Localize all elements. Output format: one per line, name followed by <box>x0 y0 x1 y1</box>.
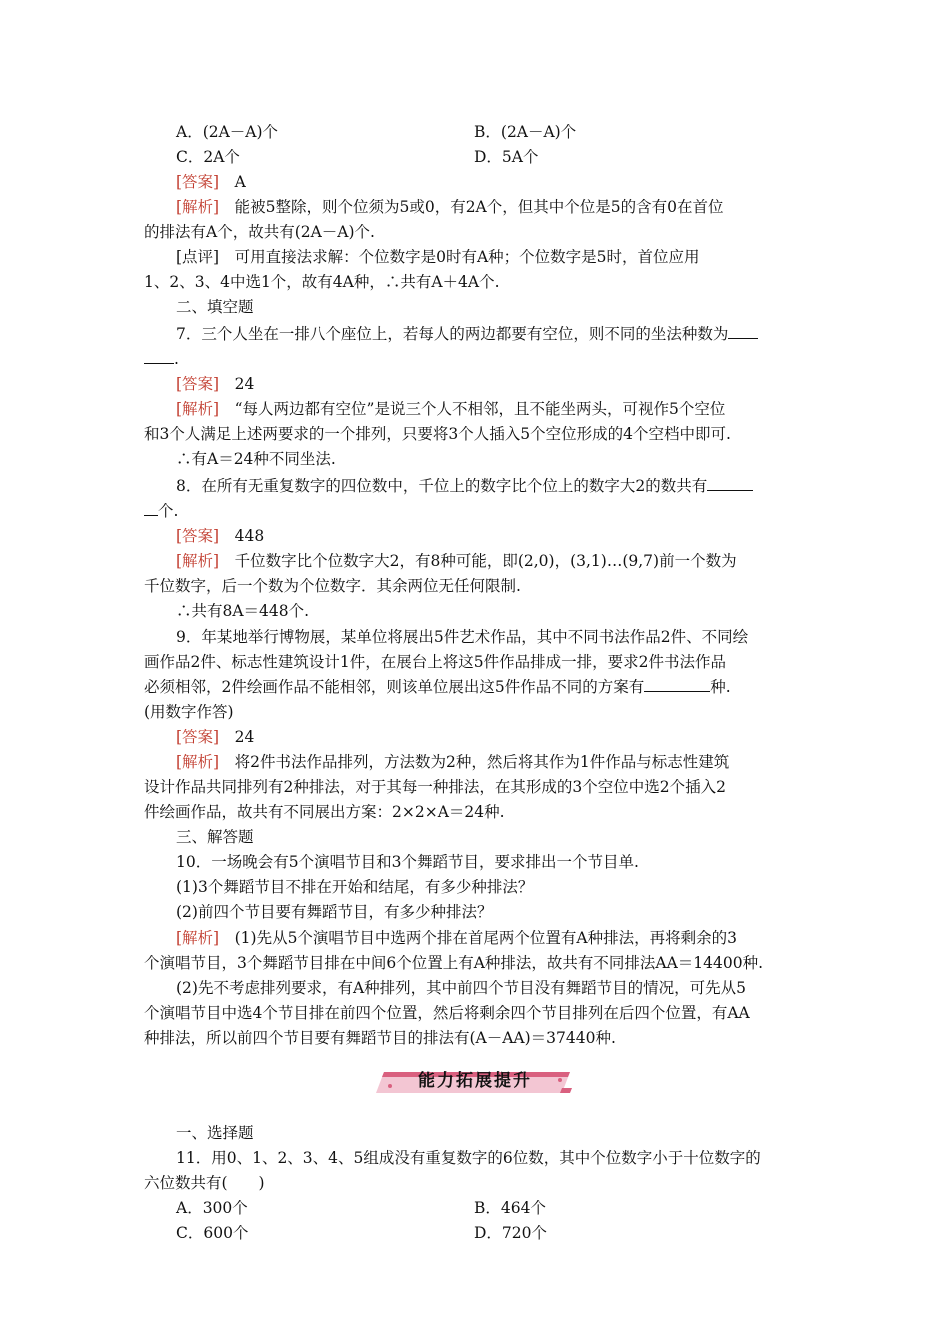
banner-title: 能力拓展提升 <box>418 1071 532 1091</box>
q9-stem-text: 必须相邻，2件绘画作品不能相邻，则该单位展出这5件作品不同的方案有 <box>144 678 645 696</box>
q7-analysis-line2: 和3个人满足上述两要求的一个排列，只要将3个人插入5个空位形成的4个空档中即可. <box>144 425 731 443</box>
q6-answer <box>176 170 842 195</box>
q7-analysis-line1 <box>176 397 842 422</box>
analysis-text: “每人两边都有空位”是说三个人不相邻，且不能坐两头，可视作5个空位 <box>219 400 726 418</box>
answer-tag: [答案] <box>176 728 220 746</box>
q9-blank <box>644 676 710 692</box>
answer-tag: [答案] <box>176 375 220 393</box>
analysis-text: (1)先从5个演唱节目中选两个排在首尾两个位置有A种排法，再将剩余的3 <box>219 929 737 947</box>
q7-stem-text: 7．三个人坐在一排八个座位上，若每人的两边都要有空位，则不同的坐法种数为 <box>176 325 729 343</box>
q11-option-b: B．464个 <box>474 1199 546 1217</box>
q6-comment-line1: [点评] 可用直接法求解：个位数字是0时有A种；个位数字是5时，首位应用 <box>176 248 700 266</box>
analysis-tag: [解析] <box>176 400 220 418</box>
q7-stem-line2 <box>144 347 810 372</box>
q10-analysis-line2: 个演唱节目，3个舞蹈节目排在中间6个位置上有A种排法，故共有不同排法AA＝14400种. <box>144 954 764 972</box>
q9-stem-line2: 画作品2件、标志性建筑设计1件，在展台上将这5件作品排成一排，要求2件书法作品 <box>144 653 726 671</box>
q10-stem: 10．一场晚会有5个演唱节目和3个舞蹈节目，要求排出一个节目单. <box>176 853 639 871</box>
section-fill-in: 二、填空题 <box>176 298 254 316</box>
q7-stem-end: . <box>174 350 179 368</box>
q10-analysis-line1 <box>176 926 842 951</box>
q6-option-c: C．2A个 <box>176 148 240 166</box>
q8-stem-line1 <box>176 474 842 499</box>
q10-analysis-line4: 个演唱节目中选4个节目排在前四个位置，然后将剩余四个节目排列在后四个位置，有AA <box>144 1004 750 1022</box>
q6-option-b: B．(2A－A)个 <box>474 123 577 141</box>
q11-option-a: A．300个 <box>176 1199 248 1217</box>
q11-options-row1 <box>176 1196 842 1221</box>
q6-comment-line2: 1、2、3、4中选1个，故有4A种，∴共有A＋4A个. <box>144 273 500 291</box>
q11-options-row2 <box>176 1221 842 1246</box>
answer-value: 448 <box>219 527 265 545</box>
q10-part2: (2)前四个节目要有舞蹈节目，有多少种排法？ <box>176 903 493 921</box>
analysis-text: 能被5整除，则个位须为5或0，有2A个，但其中个位是5的含有0在首位 <box>219 198 724 216</box>
q7-blank-cont <box>144 348 174 364</box>
q10-analysis-line5: 种排法，所以前四个节目要有舞蹈节目的排法有(A－AA)＝37440种. <box>144 1029 616 1047</box>
analysis-tag: [解析] <box>176 929 220 947</box>
q7-answer <box>176 372 842 397</box>
q9-stem-line1: 9．年某地举行博物展，某单位将展出5件艺术作品，其中不同书法作品2件、不同绘 <box>176 628 749 646</box>
q6-options-row2 <box>176 145 842 170</box>
q8-blank-cont <box>144 500 158 516</box>
q8-stem-end: 个. <box>158 502 179 520</box>
analysis-text: 千位数字比个位数字大2，有8种可能，即(2,0)，(3,1)…(9,7)前一个数为 <box>219 552 737 570</box>
q8-analysis-line2: 千位数字，后一个数为个位数字．其余两位无任何限制. <box>144 577 521 595</box>
analysis-tag: [解析] <box>176 552 220 570</box>
q9-analysis-line2: 设计作品共同排列有2种排法，对于其每一种排法，在其形成的3个空位中选2个插入2 <box>144 778 726 796</box>
q10-analysis-line3: (2)先不考虑排列要求，有A种排列，其中前四个节目没有舞蹈节目的情况，可先从5 <box>176 979 747 997</box>
q8-analysis-line1 <box>176 549 842 574</box>
q7-blank <box>728 323 758 339</box>
q6-analysis-line1 <box>176 195 842 220</box>
q6-option-d: D．5A个 <box>474 148 539 166</box>
q11-stem-line2: 六位数共有( ) <box>144 1174 265 1192</box>
answer-tag: [答案] <box>176 173 220 191</box>
q7-analysis-line3: ∴有A＝24种不同坐法. <box>176 450 336 468</box>
q9-stem-end: 种. <box>710 678 731 696</box>
q9-stem-line4: (用数字作答) <box>144 703 234 721</box>
q11-option-c: C．600个 <box>176 1224 249 1242</box>
analysis-tag: [解析] <box>176 198 220 216</box>
answer-value: 24 <box>219 375 255 393</box>
section-answer-questions: 三、解答题 <box>176 828 254 846</box>
q10-part1: (1)3个舞蹈节目不排在开始和结尾，有多少种排法？ <box>176 878 534 896</box>
q8-stem-text: 8．在所有无重复数字的四位数中，千位上的数字比个位上的数字大2的数共有 <box>176 477 708 495</box>
q6-analysis-line2: 的排法有A个，故共有(2A－A)个. <box>144 223 375 241</box>
q11-option-d: D．720个 <box>474 1224 548 1242</box>
q11-stem-line1: 11．用0、1、2、3、4、5组成没有重复数字的6位数，其中个位数字小于十位数字的 <box>176 1149 761 1167</box>
q8-answer <box>176 524 842 549</box>
q6-options-row1 <box>176 120 842 145</box>
q7-stem-line1 <box>176 322 842 347</box>
q8-analysis-line3: ∴共有8A＝448个. <box>176 602 310 620</box>
q9-analysis-line1 <box>176 750 842 775</box>
answer-tag: [答案] <box>176 527 220 545</box>
analysis-text: 将2件书法作品排列，方法数为2种，然后将其作为1件作品与标志性建筑 <box>219 753 730 771</box>
ability-extension-banner <box>374 1066 576 1096</box>
q9-stem-line3 <box>144 675 810 700</box>
q9-analysis-line3: 件绘画作品，故共有不同展出方案：2×2×A＝24种. <box>144 803 505 821</box>
answer-value: A <box>219 173 246 191</box>
q8-blank <box>707 475 753 491</box>
q6-option-a: A．(2A－A)个 <box>176 123 279 141</box>
q8-stem-line2 <box>144 499 810 524</box>
answer-value: 24 <box>219 728 255 746</box>
section-multiple-choice: 一、选择题 <box>176 1124 254 1142</box>
q9-answer <box>176 725 842 750</box>
analysis-tag: [解析] <box>176 753 220 771</box>
